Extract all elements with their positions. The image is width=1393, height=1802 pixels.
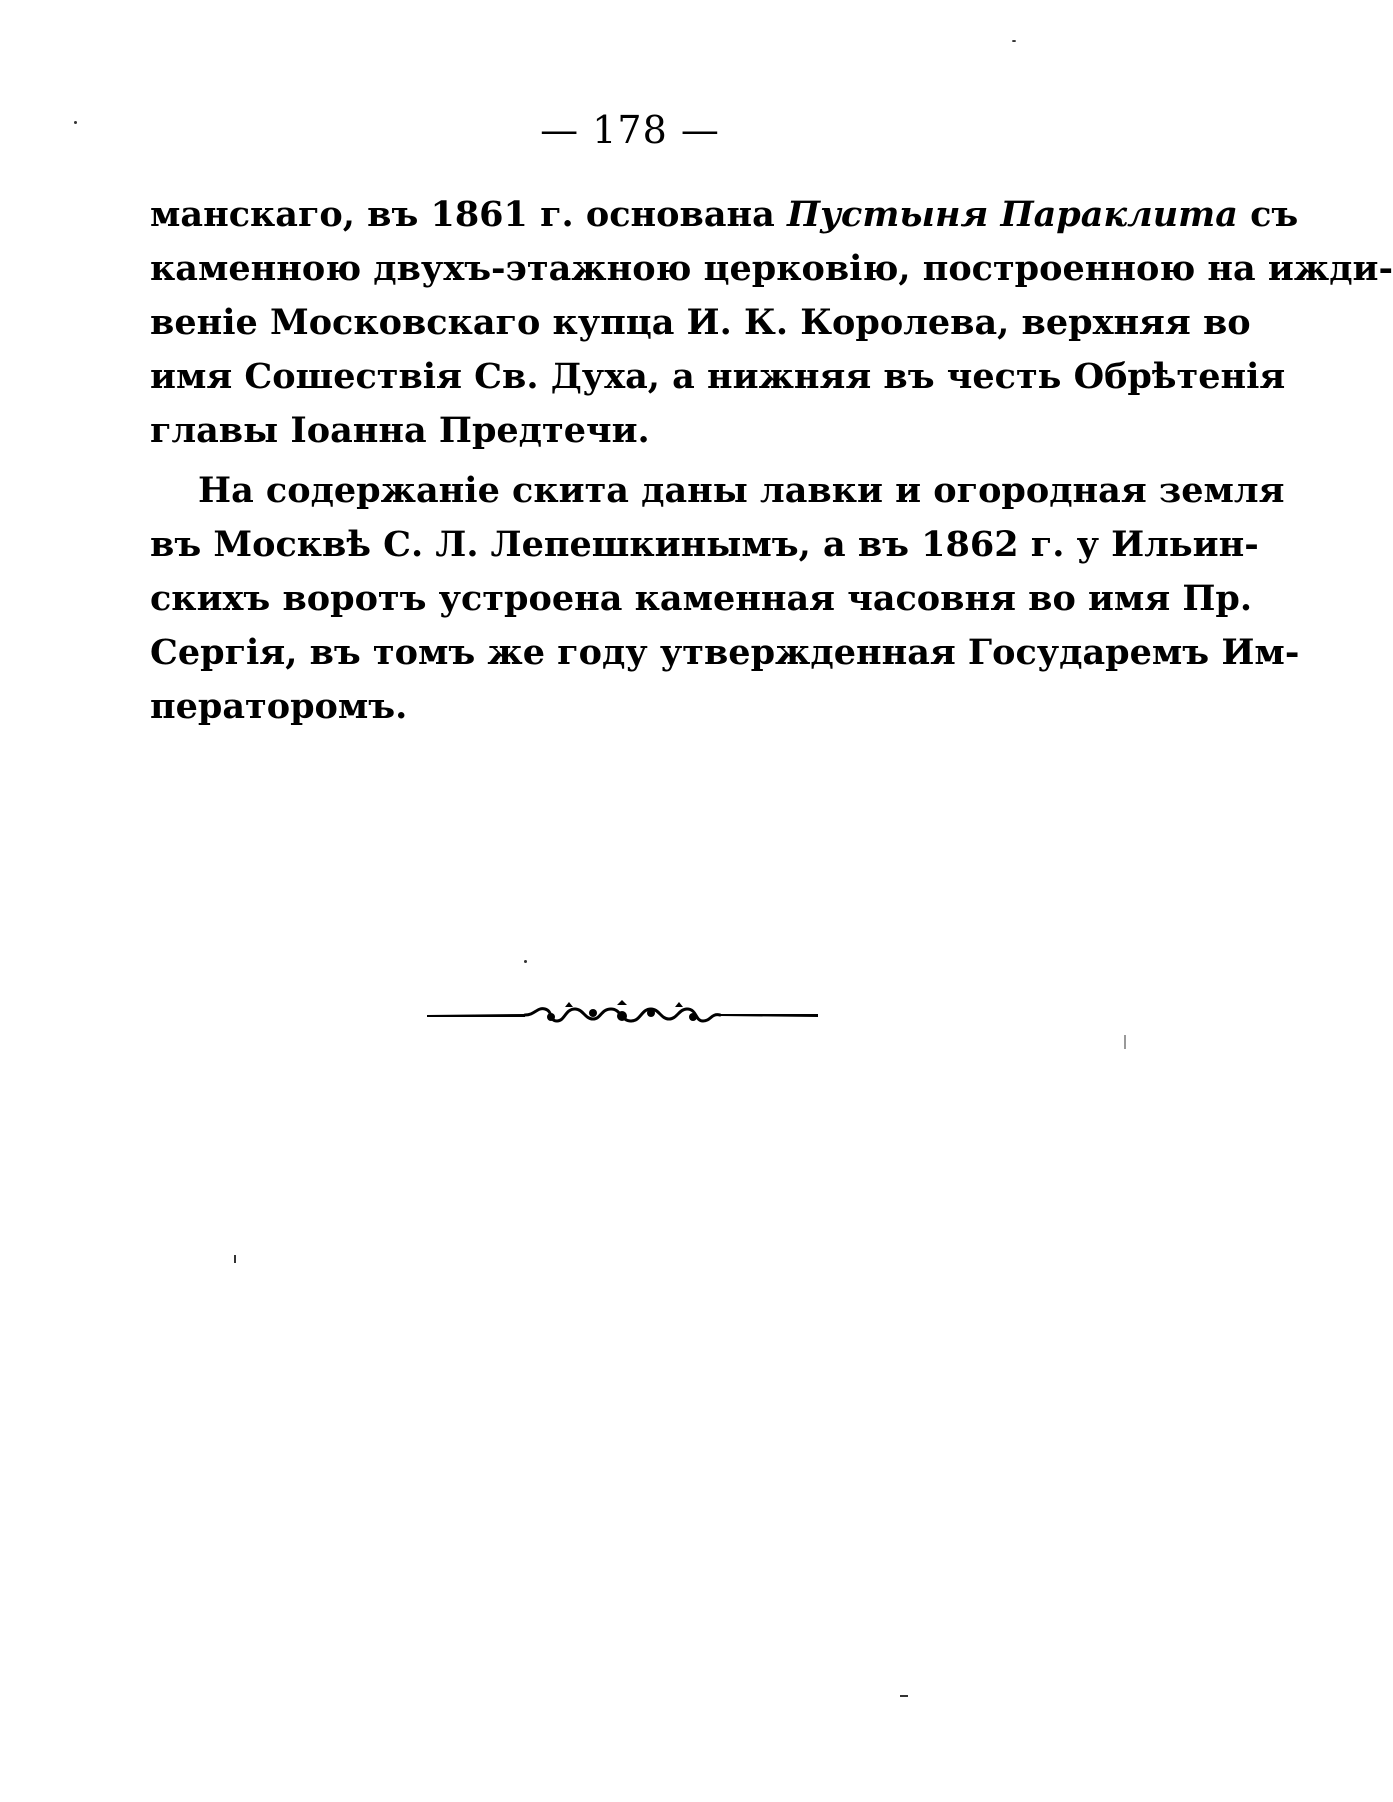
scan-speck bbox=[1012, 40, 1016, 42]
text-line bbox=[150, 188, 1299, 242]
text-line: скихъ воротъ устроена каменная часовня во имя Пр. bbox=[150, 578, 1253, 619]
text-line: главы Iоанна Предтечи. bbox=[150, 410, 650, 451]
text-line: каменною двухъ-этажною церковiю, построенною на ижди- bbox=[150, 248, 1393, 289]
text-line: На содержанiе скита даны лавки и огородная земля bbox=[198, 470, 1285, 511]
text-line: венiе Московскаго купца И. К. Королева, верхняя во bbox=[150, 302, 1251, 343]
body-text bbox=[150, 188, 1393, 734]
scan-speck bbox=[74, 121, 77, 124]
text-line: Сергiя, въ томъ же году утвержденная Государемъ Им- bbox=[150, 632, 1300, 673]
scan-speck bbox=[524, 960, 527, 963]
scan-speck bbox=[900, 1695, 908, 1697]
floral-divider-ornament-icon bbox=[425, 997, 820, 1033]
text-line: имя Сошествiя Св. Духа, а нижняя въ честь Обрѣтенiя bbox=[150, 356, 1286, 397]
text-line: ператоромъ. bbox=[150, 686, 408, 727]
text-segment: съ bbox=[1237, 194, 1299, 235]
italic-place-name: Пустыня Параклита bbox=[787, 194, 1238, 235]
page-number: — 178 — bbox=[540, 108, 720, 152]
text-segment: манскаго, въ 1861 г. основана bbox=[150, 194, 787, 235]
scan-speck bbox=[234, 1255, 236, 1263]
text-line: въ Москвѣ С. Л. Лепешкинымъ, а въ 1862 г. у Ильин- bbox=[150, 524, 1259, 565]
scan-speck bbox=[1124, 1035, 1126, 1049]
